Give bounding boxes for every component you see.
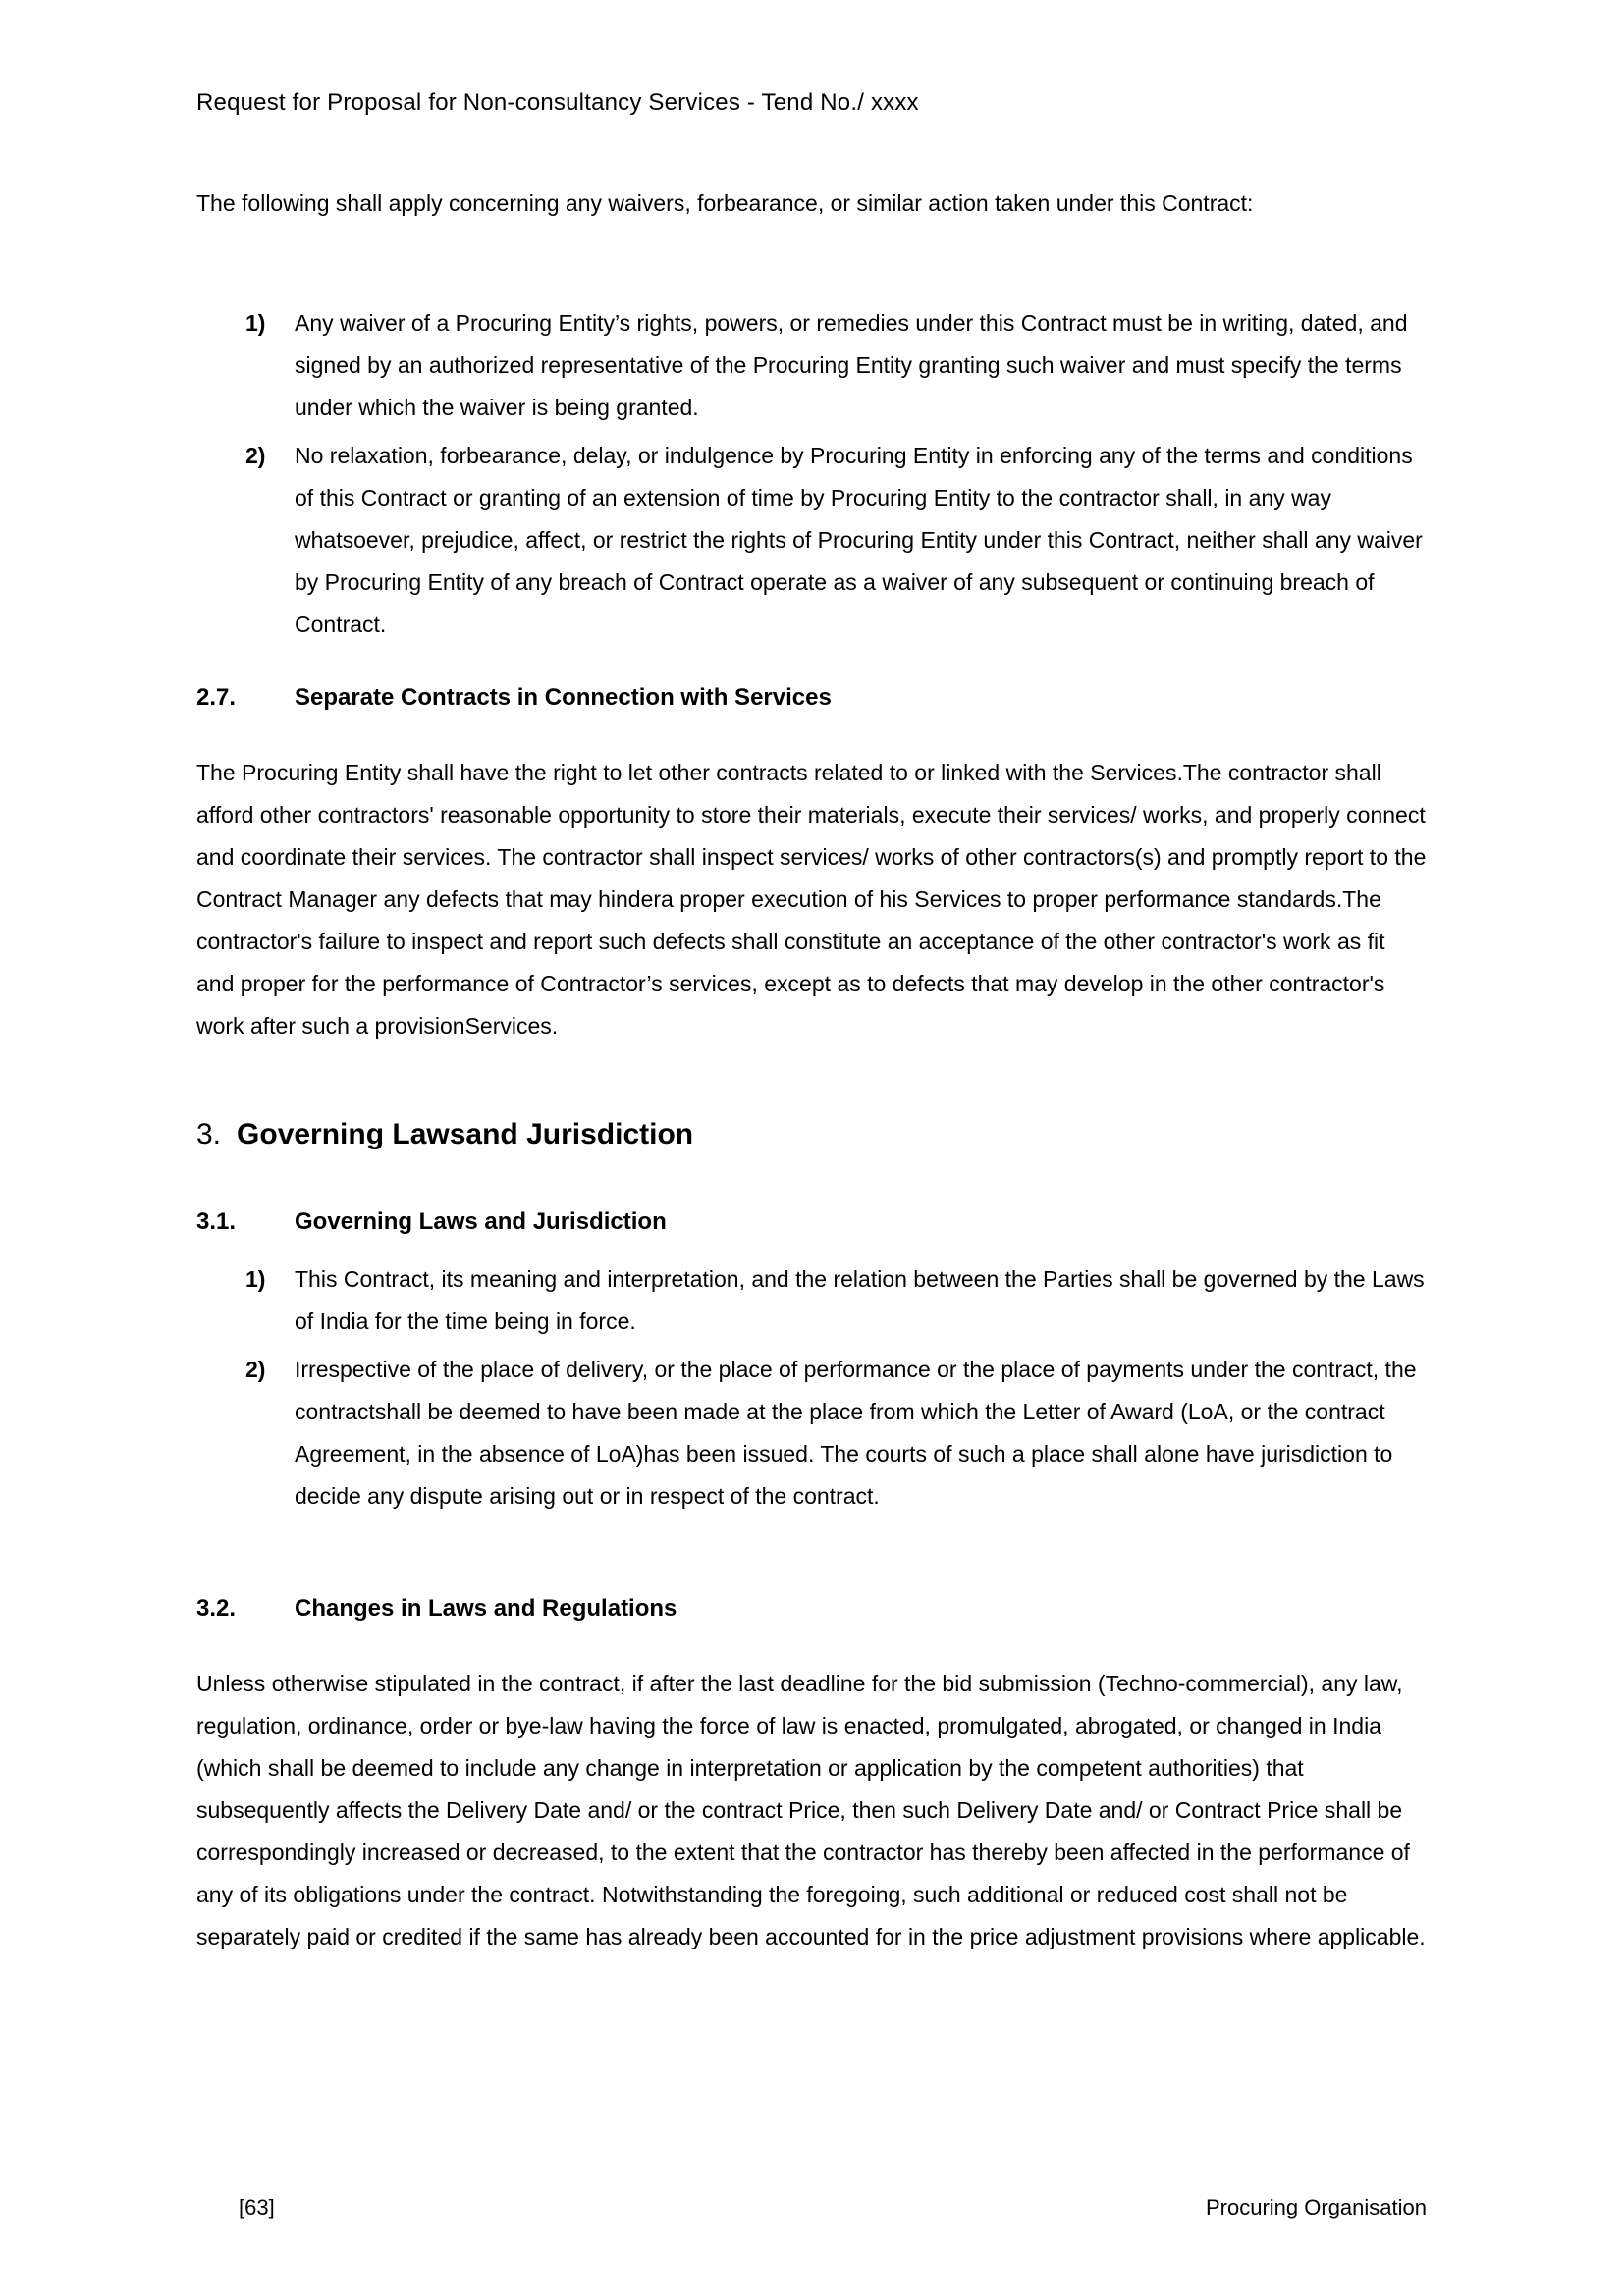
chapter-title: Governing Lawsand Jurisdiction bbox=[237, 1118, 694, 1150]
section-heading-2-7 bbox=[196, 681, 1427, 715]
page-header bbox=[196, 88, 1427, 118]
list-item bbox=[196, 302, 1427, 429]
page-number: [63] bbox=[239, 2195, 275, 2219]
list-item-number: 2) bbox=[245, 1357, 266, 1382]
waiver-list bbox=[196, 302, 1427, 646]
section-title: Changes in Laws and Regulations bbox=[295, 1595, 677, 1622]
section-heading-3-2 bbox=[196, 1592, 1427, 1626]
list-item bbox=[196, 1349, 1427, 1518]
list-item-number: 1) bbox=[245, 1266, 266, 1292]
list-item-text: This Contract, its meaning and interpretation, and the relation between the Parties shall be governed by the Laws of India for the time being in force. bbox=[295, 1266, 1425, 1334]
footer-organisation: Procuring Organisation bbox=[1205, 2195, 1427, 2219]
section-3-2-paragraph: Unless otherwise stipulated in the contract, if after the last deadline for the bid submission (Techno-commercial), any law, regulation, ordinance, order or bye-law having the force of law is enacted, promulgated, abrogated, or changed in India (which shall be deemed to include any change in interpretation or application by the competent authorities) that subsequently affects the Delivery Date and/ or the contract Price, then such Delivery Date and/ or Contract Price shall be correspondingly increased or decreased, to the extent that the contractor has thereby been affected in the performance of any of its obligations under the contract. Notwithstanding the foregoing, such additional or reduced cost shall not be separately paid or credited if the same has already been accounted for in the price adjustment provisions where applicable. bbox=[196, 1671, 1426, 1949]
section-number: 3.1. bbox=[196, 1208, 237, 1235]
intro-paragraph: The following shall apply concerning any waivers, forbearance, or similar action taken under this Contract: bbox=[196, 190, 1254, 216]
list-item-text: Irrespective of the place of delivery, or the place of performance or the place of payments under the contract, the contractshall be deemed to have been made at the place from which the Letter of Award (LoA, or the contract Agreement, in the absence of LoA)has been issued. The courts of such a place shall alone have jurisdiction to decide any dispute arising out or in respect of the contract. bbox=[295, 1357, 1417, 1509]
section-2-7-paragraph: The Procuring Entity shall have the right to let other contracts related to or linked with the Services.The contractor shall afford other contractors' reasonable opportunity to store their materials, execute their services/ works, and properly connect and coordinate their services. The contractor shall inspect services/ works of other contractors(s) and promptly report to the Contract Manager any defects that may hindera proper execution of his Services to proper performance standards.The contractor's failure to inspect and report such defects shall constitute an acceptance of the other contractor's work as fit and proper for the performance of Contractor’s services, except as to defects that may develop in the other contractor's work after such a provisionServices. bbox=[196, 760, 1427, 1039]
section-heading-3-1 bbox=[196, 1205, 1427, 1239]
jurisdiction-list bbox=[196, 1258, 1427, 1518]
section-number: 2.7. bbox=[196, 684, 237, 711]
header-title: Request for Proposal for Non-consultancy Services - Tend No./ xxxx bbox=[196, 89, 919, 116]
list-item-number: 1) bbox=[245, 310, 266, 336]
list-item-text: No relaxation, forbearance, delay, or indulgence by Procuring Entity in enforcing any of the terms and conditions of this Contract or granting of an extension of time by Procuring Entity to the contractor shall, in any way whatsoever, prejudice, affect, or restrict the rights of Procuring Entity under this Contract, neither shall any waiver by Procuring Entity of any breach of Contract operate as a waiver of any subsequent or continuing breach of Contract. bbox=[295, 443, 1423, 637]
list-item-text: Any waiver of a Procuring Entity’s rights, powers, or remedies under this Contract must be in writing, dated, and signed by an authorized representative of the Procuring Entity granting such waiver and must specify the terms under which the waiver is being granted. bbox=[295, 310, 1408, 420]
page-footer bbox=[196, 2194, 1427, 2221]
list-item bbox=[196, 435, 1427, 646]
list-item-number: 2) bbox=[245, 443, 266, 468]
list-item bbox=[196, 1258, 1427, 1343]
chapter-number: 3. bbox=[196, 1118, 222, 1150]
section-title: Separate Contracts in Connection with Services bbox=[295, 684, 832, 711]
chapter-heading-3 bbox=[196, 1115, 1427, 1154]
section-number: 3.2. bbox=[196, 1595, 237, 1622]
section-title: Governing Laws and Jurisdiction bbox=[295, 1208, 667, 1235]
